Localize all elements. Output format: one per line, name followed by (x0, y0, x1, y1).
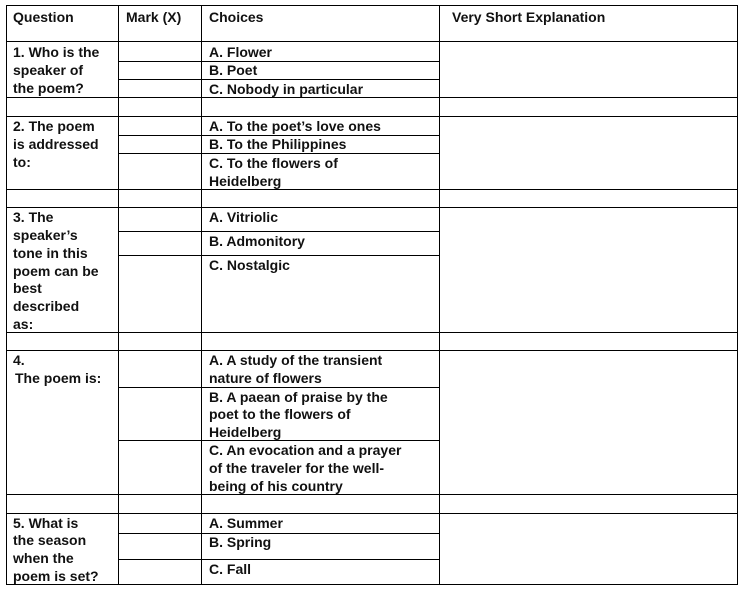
rule (6, 332, 738, 333)
rule (737, 5, 738, 585)
rule (6, 189, 738, 190)
rule (6, 5, 7, 585)
choice-b: B. Admonitory (209, 233, 305, 249)
question-text-line: poem is set? (13, 568, 99, 584)
question-text-line: the season (13, 532, 87, 548)
choice-a: A. A study of the transient (209, 352, 383, 368)
choice-a: A. Summer (209, 515, 283, 531)
choice-b: B. A paean of praise by the (209, 389, 388, 405)
explanation-cell-q2[interactable] (440, 117, 737, 189)
question-text-line: speaker’s (13, 227, 78, 243)
choice-c-cont: being of his country (209, 478, 343, 494)
explanation-cell-q4[interactable] (440, 351, 737, 494)
mark-cell-q4[interactable] (119, 351, 200, 494)
choice-b-cont: Heidelberg (209, 424, 282, 440)
choice-c: C. To the flowers of (209, 155, 338, 171)
question-text-line: is addressed (13, 136, 99, 152)
mark-cell-q3[interactable] (119, 208, 200, 332)
question-text-line: The poem is: (15, 370, 102, 386)
header-question: Question (13, 9, 74, 25)
rule (201, 5, 202, 585)
explanation-cell-q1[interactable] (440, 42, 737, 97)
explanation-cell-q3[interactable] (440, 208, 737, 332)
choice-c: C. Nostalgic (209, 257, 290, 273)
rule (6, 97, 738, 98)
question-text-line: 3. The (13, 209, 54, 225)
choice-a: A. To the poet’s love ones (209, 118, 381, 134)
question-text-line: the poem? (13, 80, 84, 96)
question-text-line: 1. Who is the (13, 44, 100, 60)
choice-a-cont: nature of flowers (209, 370, 322, 386)
explanation-cell-q5[interactable] (440, 514, 737, 584)
question-text-line: when the (13, 550, 74, 566)
question-text-line: as: (13, 316, 34, 332)
mark-cell-q2[interactable] (119, 117, 200, 189)
choice-b: B. Spring (209, 534, 272, 550)
question-text-line: described (13, 298, 80, 314)
choice-b: B. To the Philippines (209, 136, 347, 152)
question-text-line: speaker of (13, 62, 84, 78)
rule (6, 584, 738, 585)
question-text-line: 4. (13, 352, 25, 368)
choice-b-cont: poet to the flowers of (209, 406, 351, 422)
mark-cell-q5[interactable] (119, 514, 200, 584)
mark-cell-q1[interactable] (119, 42, 200, 97)
choice-b: B. Poet (209, 62, 258, 78)
question-text-line: 5. What is (13, 515, 79, 531)
header-choices: Choices (209, 9, 264, 25)
header-explanation: Very Short Explanation (452, 9, 606, 25)
question-text-line: tone in this (13, 245, 88, 261)
question-text-line: 2. The poem (13, 118, 95, 134)
choice-c-cont: of the traveler for the well- (209, 460, 385, 476)
question-text-line: poem can be (13, 263, 99, 279)
choice-c: C. Nobody in particular (209, 81, 364, 97)
rule (6, 5, 738, 6)
question-text-line: to: (13, 154, 31, 170)
choice-c: C. An evocation and a prayer (209, 442, 402, 458)
choice-c-cont: Heidelberg (209, 173, 282, 189)
choice-a: A. Flower (209, 44, 273, 60)
choice-a: A. Vitriolic (209, 209, 278, 225)
rule (6, 494, 738, 495)
header-mark: Mark (X) (126, 9, 182, 25)
question-text-line: best (13, 280, 42, 296)
choice-c: C. Fall (209, 561, 252, 577)
